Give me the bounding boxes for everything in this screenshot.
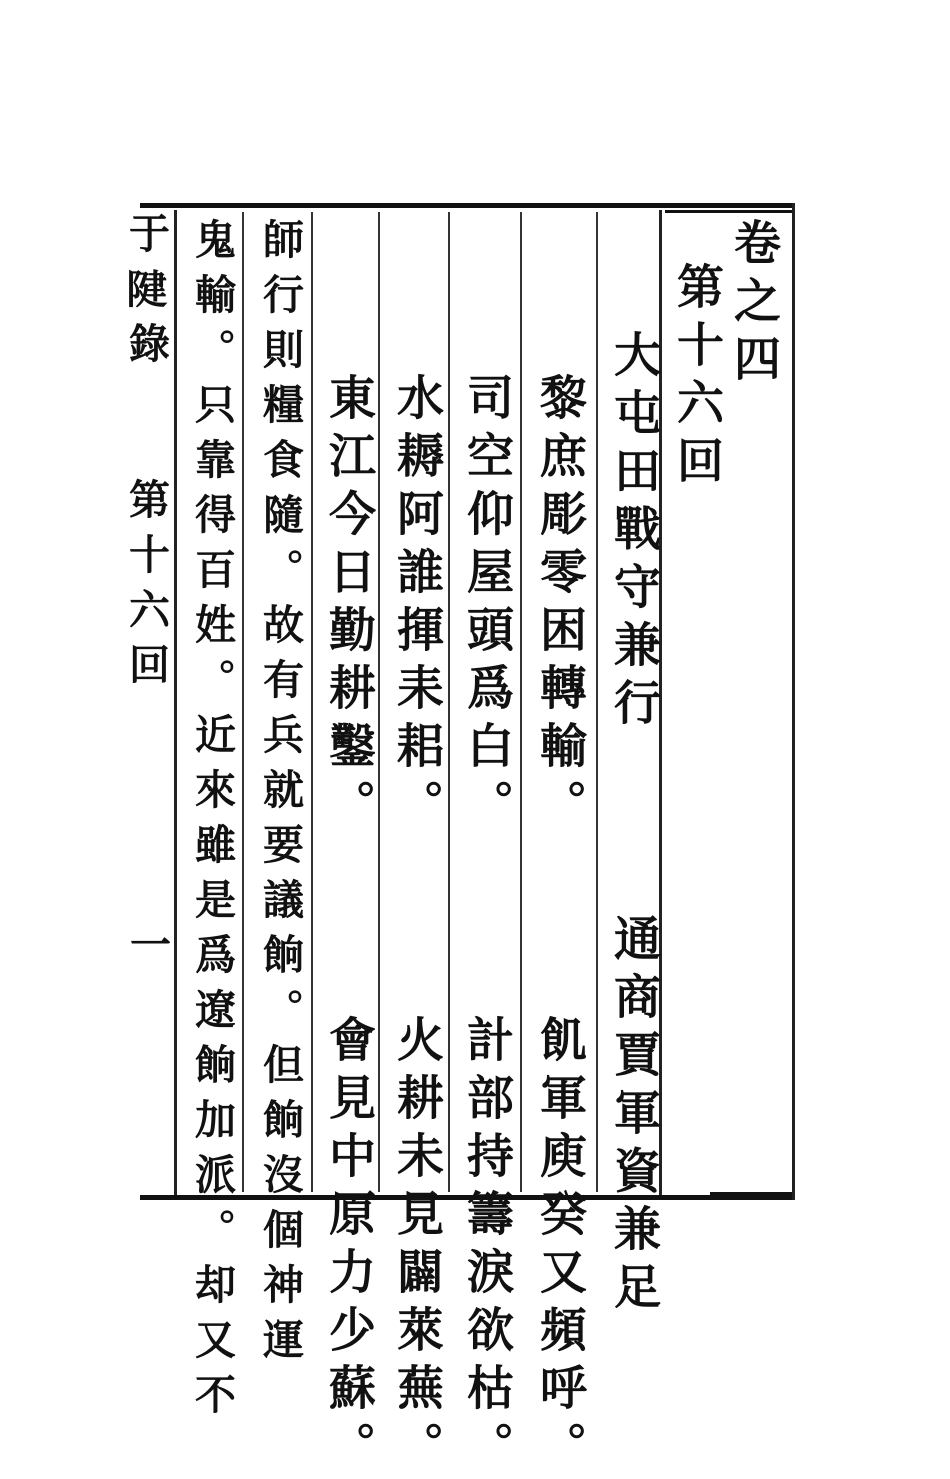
column-rule xyxy=(311,212,313,1192)
heading-part-b: 通商賈軍資兼足 xyxy=(606,914,661,1320)
volume-title: 卷之四 xyxy=(726,218,781,392)
column-rule xyxy=(242,212,244,1192)
margin-leaf-mark: 一 xyxy=(130,921,185,969)
top-right-border xyxy=(665,210,795,213)
heading-part-a: 大屯田戰守兼行 xyxy=(606,330,661,736)
column-rule xyxy=(378,212,380,1192)
right-edge xyxy=(792,203,795,1200)
column-rule xyxy=(448,212,450,1192)
top-border xyxy=(140,203,795,208)
chapter-number: 第十六回 xyxy=(669,262,724,494)
margin-chapter-ref: 第十六回 xyxy=(122,478,170,698)
poem-line-1: 黎庶彫零困轉輸。 飢軍庾癸又頻呼。 xyxy=(532,373,587,1479)
prose-line-2: 鬼輸。只靠得百姓。近來雖是爲遼餉加派。却又不 xyxy=(188,218,236,1428)
margin-book-title: 于𨺩錄 xyxy=(122,212,170,377)
poem-line-4: 東江今日勤耕鑿。 會見中原力少蘇。 xyxy=(321,373,376,1479)
column-rule xyxy=(520,212,522,1192)
poem-line-3: 水耨阿誰揮耒耜。 火耕未見闢萊蕪。 xyxy=(389,373,444,1479)
prose-line-1: 師行則糧食隨。故有兵就要議餉。但餉沒個神運 xyxy=(256,218,304,1373)
poem-line-2: 司空仰屋頭爲白。 計部持籌淚欲枯。 xyxy=(459,373,514,1479)
bottom-right-border xyxy=(710,1192,795,1195)
column-rule xyxy=(596,212,598,1192)
chapter-heading xyxy=(603,330,663,1320)
